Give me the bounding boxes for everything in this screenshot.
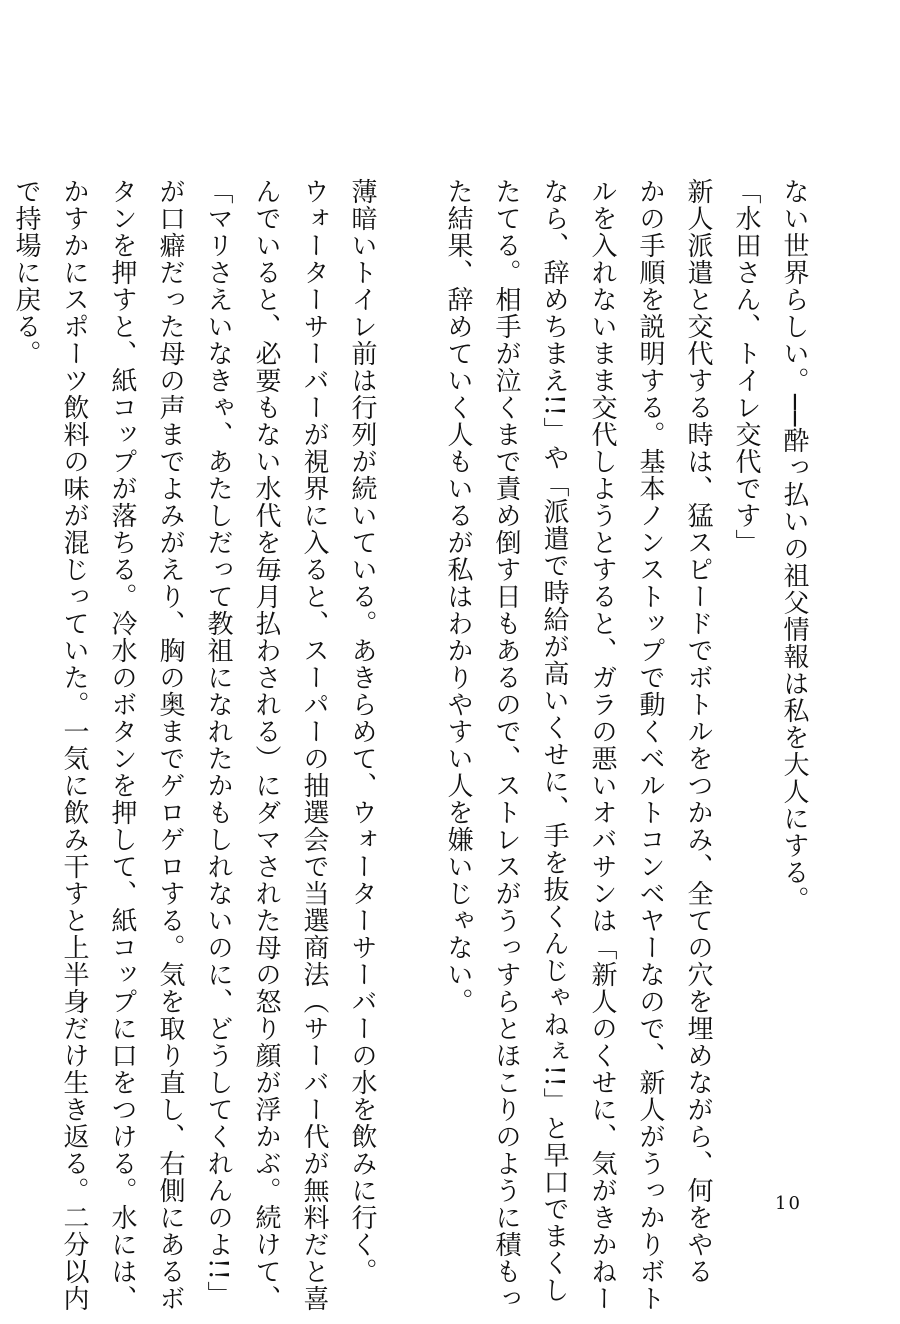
text-line: んでいると、必要もない水代を毎月払わされる）にダマされた母の怒り顔が浮かぶ。続けて、 (251, 178, 281, 1312)
text-line: 新人派遣と交代する時は、猛スピードでボトルをつかみ、全ての穴を埋めながら、何をやる (683, 178, 713, 1285)
text-line: 「マリさえいなきゃ、あたしだって教祖になれたかもしれないのに、どうしてくれんのよ!!」 (203, 178, 233, 1308)
text-line: で持場に戻る。 (11, 178, 41, 367)
section-break (386, 178, 434, 1178)
text-line: なら、辞めちまえ!!」や「派遣で時給が高いくせに、手を抜くんじゃねぇ!!」と早口でまくし (539, 178, 569, 1304)
text-line: たてる。相手が泣くまで責め倒す日もあるので、ストレスがうっすらとほこりのように積もっ (491, 178, 521, 1312)
text-line: が口癖だった母の声までよみがえり、胸の奥までゲロゲロする。気を取り直し、右側にあるボ (155, 178, 185, 1312)
text-line: た結果、辞めていく人もいるが私はわかりやすい人を嫌いじゃない。 (443, 178, 473, 1015)
text-line: かの手順を説明する。基本ノンストップで動くベルトコンベヤーなので、新人がうっかりボト (635, 178, 665, 1312)
text-line: ルを入れないまま交代しようとすると、ガラの悪いオバサンは「新人のくせに、気がきかねー (587, 178, 617, 1312)
text-line (0, 178, 2, 1178)
text-line: ない世界らしい。──酔っ払いの祖父情報は私を大人にする。 (779, 178, 809, 914)
text-line: 薄暗いトイレ前は行列が続いている。あきらめて、ウォーターサーバーの水を飲みに行く。 (347, 178, 377, 1285)
page-number: 10 (775, 1193, 802, 1214)
text-line: ウォーターサーバーが視界に入ると、スーパーの抽選会で当選商法（サーバー代が無料だと喜 (299, 178, 329, 1312)
text-line: タンを押すと、紙コップが落ちる。冷水のボタンを押して、紙コップに口をつける。水には、 (107, 178, 137, 1312)
text-line: かすかにスポーツ飲料の味が混じっていた。一気に飲み干すと上半身だけ生き返る。二分以内 (59, 178, 89, 1312)
text-line: 「水田さん、トイレ交代です」 (731, 178, 761, 556)
